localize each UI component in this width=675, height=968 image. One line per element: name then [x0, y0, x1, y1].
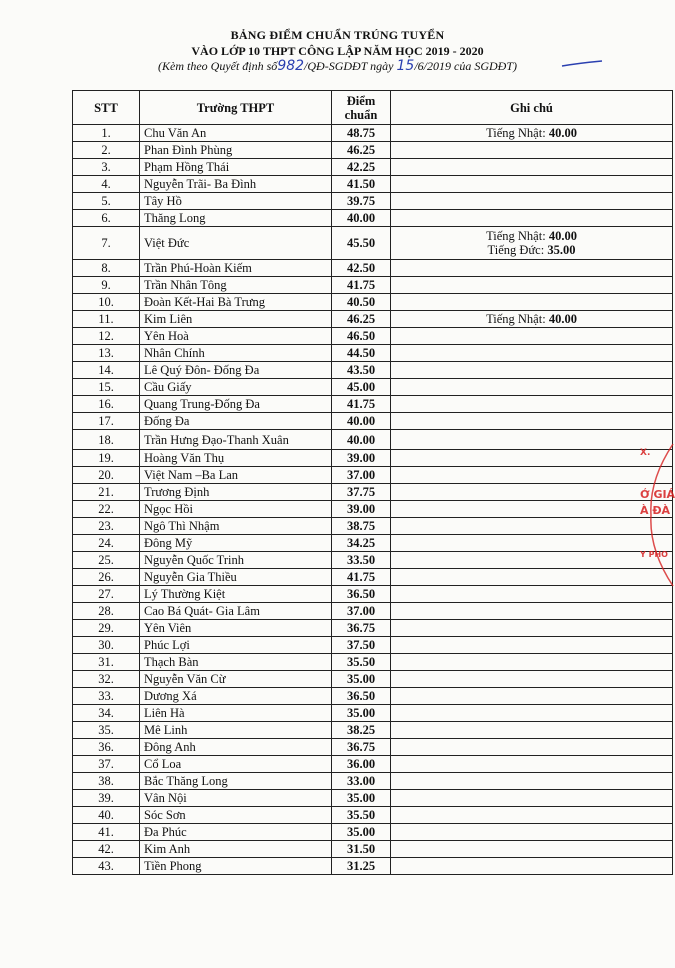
row-note [391, 518, 673, 535]
table-row [73, 671, 673, 688]
row-score: 34.25 [332, 535, 391, 552]
row-stt: 23. [73, 518, 140, 535]
header-note: Ghi chú [391, 91, 673, 125]
row-stt: 39. [73, 790, 140, 807]
row-note [391, 552, 673, 569]
row-school-name: Lý Thường Kiệt [140, 586, 332, 603]
note-line [395, 126, 668, 140]
row-note [391, 739, 673, 756]
row-note [391, 807, 673, 824]
table-row [73, 773, 673, 790]
row-note [391, 345, 673, 362]
note-language-label: Tiếng Nhật: [486, 126, 546, 140]
stamp-fragment: À ĐÀ [640, 504, 671, 517]
row-school-name: Dương Xá [140, 688, 332, 705]
row-note [391, 790, 673, 807]
row-note [391, 654, 673, 671]
table-row [73, 176, 673, 193]
row-note [391, 210, 673, 227]
row-note [391, 705, 673, 722]
table-row [73, 603, 673, 620]
row-school-name: Cổ Loa [140, 756, 332, 773]
table-row [73, 362, 673, 379]
row-stt: 17. [73, 413, 140, 430]
stamp-fragment: X. [640, 448, 651, 458]
row-score: 35.00 [332, 705, 391, 722]
table-row [73, 328, 673, 345]
table-row [73, 705, 673, 722]
row-stt: 12. [73, 328, 140, 345]
row-school-name: Nguyễn Trãi- Ba Đình [140, 176, 332, 193]
row-score: 43.50 [332, 362, 391, 379]
row-stt: 29. [73, 620, 140, 637]
row-score: 33.00 [332, 773, 391, 790]
row-stt: 21. [73, 484, 140, 501]
row-note [391, 362, 673, 379]
note-line [395, 229, 668, 243]
row-score: 38.75 [332, 518, 391, 535]
table-row [73, 413, 673, 430]
row-stt: 11. [73, 311, 140, 328]
table-row [73, 193, 673, 210]
row-stt: 36. [73, 739, 140, 756]
row-school-name: Thạch Bàn [140, 654, 332, 671]
decision-mid: /QĐ-SGDĐT ngày [304, 59, 394, 73]
table-row [73, 311, 673, 328]
row-stt: 13. [73, 345, 140, 362]
row-note [391, 193, 673, 210]
header-score-line1: Điểm [346, 93, 376, 108]
table-row [73, 227, 673, 260]
row-stt: 2. [73, 142, 140, 159]
note-language-label: Tiếng Đức: [487, 243, 545, 257]
row-score: 37.00 [332, 603, 391, 620]
row-school-name: Quang Trung-Đống Đa [140, 396, 332, 413]
row-score: 35.00 [332, 824, 391, 841]
row-score: 41.50 [332, 176, 391, 193]
row-school-name: Đống Đa [140, 413, 332, 430]
row-note [391, 637, 673, 654]
row-stt: 43. [73, 858, 140, 875]
note-language-label: Tiếng Nhật: [486, 312, 546, 326]
table-row [73, 722, 673, 739]
row-note [391, 328, 673, 345]
row-stt: 40. [73, 807, 140, 824]
row-stt: 3. [73, 159, 140, 176]
row-stt: 16. [73, 396, 140, 413]
table-row [73, 756, 673, 773]
row-note [391, 260, 673, 277]
row-score: 35.00 [332, 790, 391, 807]
row-school-name: Việt Đức [140, 227, 332, 260]
row-school-name: Ngọc Hồi [140, 501, 332, 518]
row-stt: 28. [73, 603, 140, 620]
row-note [391, 227, 673, 260]
admission-score-table [72, 90, 673, 875]
row-school-name: Đông Mỹ [140, 535, 332, 552]
row-school-name: Chu Văn An [140, 125, 332, 142]
table-row [73, 260, 673, 277]
row-note [391, 467, 673, 484]
row-note [391, 773, 673, 790]
row-note [391, 824, 673, 841]
row-stt: 35. [73, 722, 140, 739]
row-score: 41.75 [332, 569, 391, 586]
row-stt: 18. [73, 430, 140, 450]
decision-number-handwritten: 982 [277, 58, 305, 74]
row-score: 31.25 [332, 858, 391, 875]
document-title: BẢNG ĐIỂM CHUẨN TRÚNG TUYỂN [230, 28, 445, 42]
row-stt: 41. [73, 824, 140, 841]
row-school-name: Hoàng Văn Thụ [140, 450, 332, 467]
table-body [73, 125, 673, 875]
row-stt: 32. [73, 671, 140, 688]
row-school-name: Bắc Thăng Long [140, 773, 332, 790]
row-score: 36.00 [332, 756, 391, 773]
row-score: 45.50 [332, 227, 391, 260]
decision-suffix: /6/2019 của SGDĐT) [414, 59, 517, 73]
table-row [73, 654, 673, 671]
table-row [73, 484, 673, 501]
pen-stroke-mark [560, 60, 604, 70]
row-note [391, 396, 673, 413]
table-row [73, 210, 673, 227]
table-row [73, 142, 673, 159]
row-score: 40.00 [332, 413, 391, 430]
row-school-name: Vân Nội [140, 790, 332, 807]
table-row [73, 294, 673, 311]
row-score: 36.75 [332, 739, 391, 756]
table-row [73, 569, 673, 586]
row-score: 46.25 [332, 311, 391, 328]
row-score: 46.50 [332, 328, 391, 345]
row-score: 45.00 [332, 379, 391, 396]
row-stt: 31. [73, 654, 140, 671]
row-stt: 6. [73, 210, 140, 227]
row-score: 39.75 [332, 193, 391, 210]
row-school-name: Tây Hồ [140, 193, 332, 210]
header-stt: STT [73, 91, 140, 125]
row-score: 42.25 [332, 159, 391, 176]
row-school-name: Ngô Thì Nhậm [140, 518, 332, 535]
row-stt: 10. [73, 294, 140, 311]
row-note [391, 413, 673, 430]
table-row [73, 345, 673, 362]
row-school-name: Tiền Phong [140, 858, 332, 875]
row-stt: 4. [73, 176, 140, 193]
row-note [391, 722, 673, 739]
row-score: 40.00 [332, 430, 391, 450]
note-line [395, 312, 668, 326]
row-school-name: Trần Phú-Hoàn Kiếm [140, 260, 332, 277]
row-note [391, 277, 673, 294]
row-school-name: Đông Anh [140, 739, 332, 756]
row-score: 36.75 [332, 620, 391, 637]
header-score-line2: chuẩn [344, 107, 378, 122]
row-school-name: Kim Anh [140, 841, 332, 858]
row-stt: 42. [73, 841, 140, 858]
row-note [391, 688, 673, 705]
table-row [73, 518, 673, 535]
row-stt: 7. [73, 227, 140, 260]
row-school-name: Mê Linh [140, 722, 332, 739]
row-school-name: Trương Định [140, 484, 332, 501]
row-stt: 33. [73, 688, 140, 705]
row-stt: 37. [73, 756, 140, 773]
row-score: 42.50 [332, 260, 391, 277]
row-stt: 22. [73, 501, 140, 518]
document-subtitle: VÀO LỚP 10 THPT CÔNG LẬP NĂM HỌC 2019 - 2020 [191, 44, 484, 58]
row-score: 40.50 [332, 294, 391, 311]
table-row [73, 159, 673, 176]
row-note [391, 603, 673, 620]
row-school-name: Thăng Long [140, 210, 332, 227]
row-score: 41.75 [332, 396, 391, 413]
row-stt: 24. [73, 535, 140, 552]
table-row [73, 379, 673, 396]
row-note [391, 176, 673, 193]
row-school-name: Kim Liên [140, 311, 332, 328]
table-row [73, 501, 673, 518]
row-note [391, 501, 673, 518]
row-school-name: Phạm Hồng Thái [140, 159, 332, 176]
row-score: 46.25 [332, 142, 391, 159]
table-row [73, 552, 673, 569]
row-school-name: Việt Nam –Ba Lan [140, 467, 332, 484]
row-school-name: Liên Hà [140, 705, 332, 722]
row-score: 37.75 [332, 484, 391, 501]
row-score: 33.50 [332, 552, 391, 569]
table-row [73, 688, 673, 705]
row-note [391, 311, 673, 328]
row-stt: 20. [73, 467, 140, 484]
row-school-name: Trần Nhân Tông [140, 277, 332, 294]
row-score: 41.75 [332, 277, 391, 294]
row-score: 39.00 [332, 501, 391, 518]
table-row [73, 824, 673, 841]
row-school-name: Phan Đình Phùng [140, 142, 332, 159]
row-score: 37.50 [332, 637, 391, 654]
row-school-name: Yên Hoà [140, 328, 332, 345]
row-school-name: Cao Bá Quát- Gia Lâm [140, 603, 332, 620]
row-score: 36.50 [332, 586, 391, 603]
table-row [73, 450, 673, 467]
row-stt: 14. [73, 362, 140, 379]
table-row [73, 467, 673, 484]
row-stt: 1. [73, 125, 140, 142]
row-stt: 27. [73, 586, 140, 603]
row-score: 40.00 [332, 210, 391, 227]
row-note [391, 586, 673, 603]
row-stt: 19. [73, 450, 140, 467]
table-row [73, 620, 673, 637]
row-score: 44.50 [332, 345, 391, 362]
table-row [73, 807, 673, 824]
table-row [73, 739, 673, 756]
row-note [391, 535, 673, 552]
table-row [73, 790, 673, 807]
table-row [73, 430, 673, 450]
row-note [391, 430, 673, 450]
table-row [73, 535, 673, 552]
row-note [391, 756, 673, 773]
row-school-name: Nhân Chính [140, 345, 332, 362]
row-score: 31.50 [332, 841, 391, 858]
row-stt: 8. [73, 260, 140, 277]
row-score: 38.25 [332, 722, 391, 739]
note-line [395, 243, 668, 257]
note-language-score: 40.00 [548, 229, 577, 243]
row-stt: 26. [73, 569, 140, 586]
table-row [73, 277, 673, 294]
row-school-name: Nguyễn Quốc Trinh [140, 552, 332, 569]
row-stt: 30. [73, 637, 140, 654]
note-language-label: Tiếng Nhật: [486, 229, 546, 243]
table-row [73, 125, 673, 142]
row-school-name: Sóc Sơn [140, 807, 332, 824]
note-language-score: 40.00 [548, 312, 577, 326]
row-note [391, 858, 673, 875]
row-note [391, 379, 673, 396]
row-score: 35.50 [332, 807, 391, 824]
row-note [391, 569, 673, 586]
decision-day-handwritten: 15 [396, 58, 415, 74]
table-row [73, 396, 673, 413]
row-score: 35.00 [332, 671, 391, 688]
row-school-name: Đa Phúc [140, 824, 332, 841]
row-note [391, 671, 673, 688]
row-score: 37.00 [332, 467, 391, 484]
row-score: 36.50 [332, 688, 391, 705]
row-stt: 25. [73, 552, 140, 569]
row-school-name: Nguyễn Văn Cừ [140, 671, 332, 688]
row-school-name: Yên Viên [140, 620, 332, 637]
row-school-name: Nguyễn Gia Thiều [140, 569, 332, 586]
row-score: 35.50 [332, 654, 391, 671]
header-school: Trường THPT [140, 91, 332, 125]
row-stt: 34. [73, 705, 140, 722]
row-school-name: Cầu Giấy [140, 379, 332, 396]
row-score: 39.00 [332, 450, 391, 467]
row-stt: 5. [73, 193, 140, 210]
row-school-name: Lê Quý Đôn- Đống Đa [140, 362, 332, 379]
note-language-score: 35.00 [547, 243, 576, 257]
header-score [332, 91, 391, 125]
row-school-name: Trần Hưng Đạo-Thanh Xuân [140, 430, 332, 450]
stamp-fragment: Ở GIÁ [640, 488, 675, 501]
row-stt: 9. [73, 277, 140, 294]
row-stt: 15. [73, 379, 140, 396]
row-school-name: Đoàn Kết-Hai Bà Trưng [140, 294, 332, 311]
row-note [391, 841, 673, 858]
note-language-score: 40.00 [548, 126, 577, 140]
row-school-name: Phúc Lợi [140, 637, 332, 654]
row-note [391, 142, 673, 159]
table-row [73, 858, 673, 875]
row-note [391, 294, 673, 311]
table-row [73, 637, 673, 654]
row-note [391, 620, 673, 637]
table-row [73, 586, 673, 603]
row-note [391, 450, 673, 467]
row-note [391, 159, 673, 176]
decision-prefix: (Kèm theo Quyết định số [158, 59, 278, 73]
row-score: 48.75 [332, 125, 391, 142]
stamp-fragment: Y PHO [640, 550, 668, 559]
row-note [391, 484, 673, 501]
row-stt: 38. [73, 773, 140, 790]
table-header-row [73, 91, 673, 125]
row-note [391, 125, 673, 142]
table-row [73, 841, 673, 858]
